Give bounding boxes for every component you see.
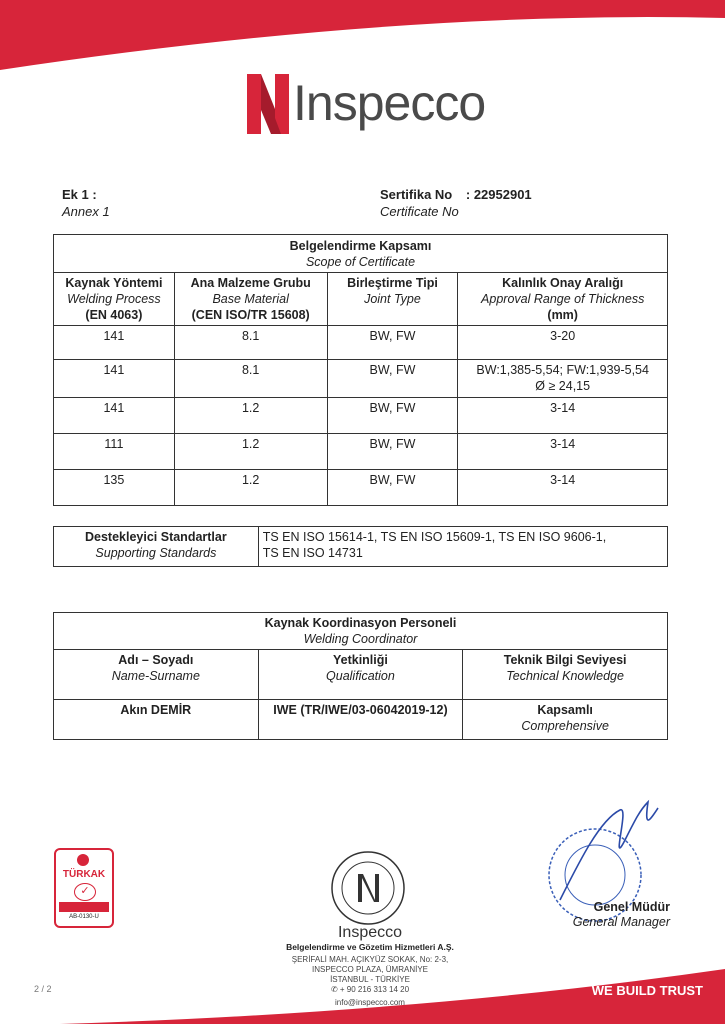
turkak-accreditation-mark: TÜRKAK ✓ AB-0130-U [54,848,114,928]
inspecco-logo [245,70,495,140]
col-base-material: Ana Malzeme Grubu Base Material (CEN ISO/TR 15608) [174,273,327,326]
standards-label: Destekleyici Standartlar Supporting Standards [54,527,259,567]
inspection-seal-icon [330,850,406,926]
table-row: 141 8.1 BW, FW BW:1,385-5,54; FW:1,939-5,54 Ø ≥ 24,15 [54,360,668,398]
certificate-label-tr: Sertifika No [380,187,453,202]
col-thickness-range: Kalınlık Onay Aralığı Approval Range of Thickness (mm) [458,273,668,326]
header-band [0,0,725,70]
col-welding-process: Kaynak Yöntemi Welding Process (EN 4063) [54,273,175,326]
standards-table [53,526,668,567]
phone-icon: ✆ [330,985,338,994]
page-number: 2 / 2 [34,984,52,994]
turkak-emblem-icon [77,854,89,866]
scope-header-row [54,273,668,326]
coordinator-header-row: Adı – Soyadı Name-Surname Yetkinliği Qualification Teknik Bilgi Seviyesi Technical Knowledge [54,650,668,700]
annex-label-en: Annex 1 [62,204,110,219]
coordinator-title: Kaynak Koordinasyon Personeli Welding Coordinator [54,613,668,650]
scope-table [53,234,668,506]
table-row: 111 1.2 BW, FW 3-14 [54,434,668,470]
table-row: 141 1.2 BW, FW 3-14 [54,398,668,434]
table-row: 135 1.2 BW, FW 3-14 [54,470,668,506]
col-joint-type: Birleştirme Tipi Joint Type [327,273,458,326]
logo-wordmark: Inspecco [293,75,486,131]
certificate-number: : 22952901 [465,187,532,202]
certificate-label-en: Certificate No [380,204,459,219]
coordinator-table [53,612,668,740]
table-row: 141 8.1 BW, FW 3-20 [54,326,668,360]
annex-block [62,186,110,220]
signatory-title: Genel Müdür General Manager [572,900,670,929]
logo-mark-icon [245,72,291,136]
standards-list: TS EN ISO 15614-1, TS EN ISO 15609-1, TS EN ISO 9606-1, TS EN ISO 14731 [258,527,667,567]
coordinator-qualification: IWE (TR/IWE/03-06042019-12) [258,700,463,740]
table-row: Akın DEMİR IWE (TR/IWE/03-06042019-12) Kapsamlı Comprehensive [54,700,668,740]
footer-email: info@inspecco.com [335,998,405,1007]
check-icon: ✓ [74,883,96,901]
certificate-block [380,186,532,220]
footer-company: Inspecco Belgelendirme ve Gözetim Hizmetleri A.Ş. ŞERİFALİ MAH. AÇIKYÜZ SOKAK, No: 2-3, INSPECCO PLAZA, ÜMRANİYE İSTANBUL - TÜRKİYE ✆ + 90 216 313 14 20 info@inspecco.com [290,924,450,1018]
scope-title: Belgelendirme Kapsamı Scope of Certificate [54,235,668,273]
annex-label-tr: Ek 1 : [62,187,97,202]
coordinator-name: Akın DEMİR [54,700,259,740]
tagline: WE BUILD TRUST [591,983,703,998]
